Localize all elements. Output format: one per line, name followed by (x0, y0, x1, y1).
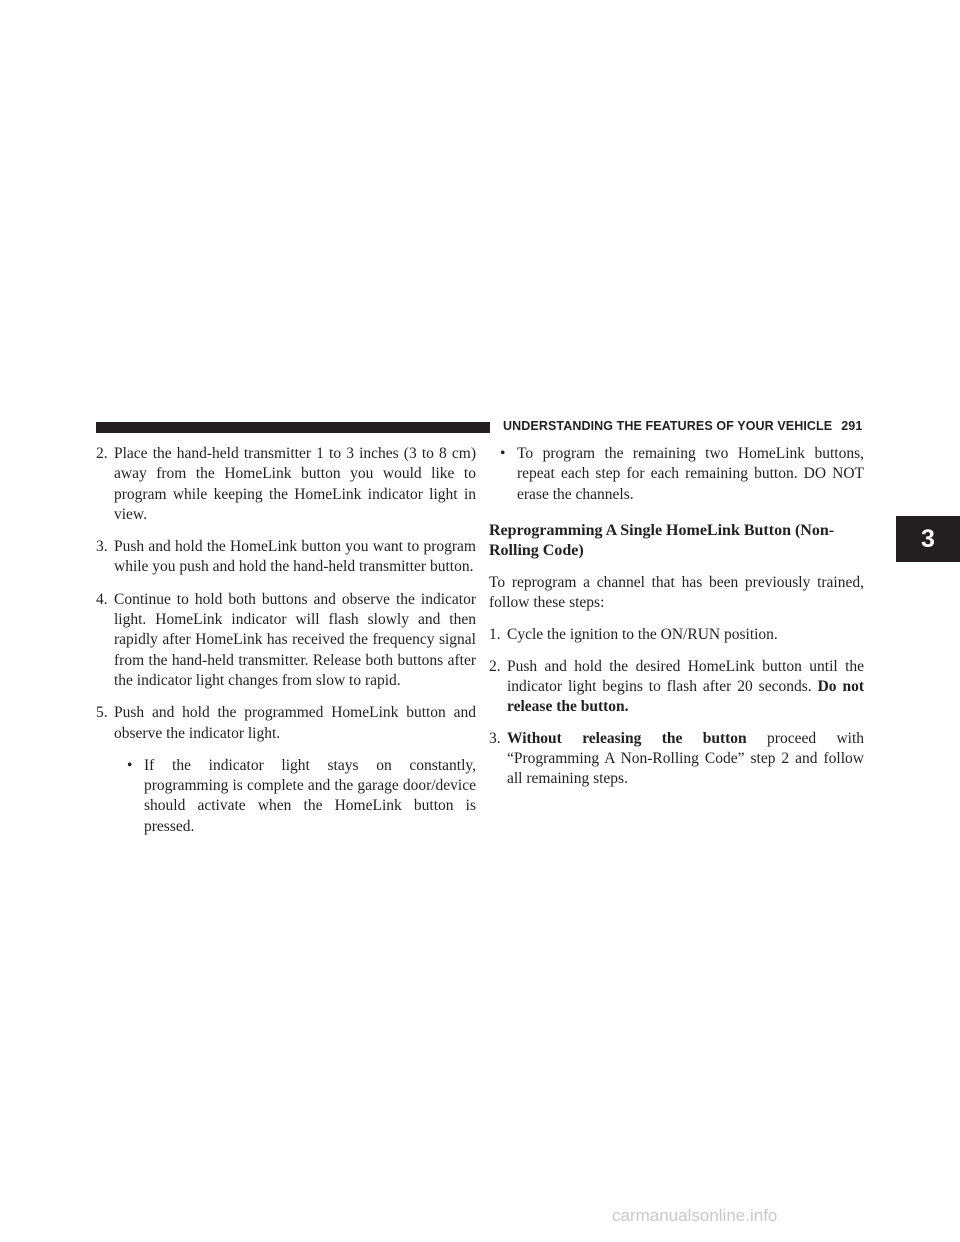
chapter-tab: 3 (896, 516, 960, 562)
step-1 (489, 625, 864, 645)
running-header (503, 419, 862, 433)
step-text: Push and hold the HomeLink button you want to program while you push and hold the hand-held transmitter button. (114, 538, 476, 576)
step-number: 4. (96, 590, 108, 608)
header-rule (96, 422, 490, 433)
bullet-icon: • (127, 756, 133, 774)
step-3 (489, 729, 864, 790)
step-number: 3. (96, 538, 108, 556)
step-number: 1. (489, 626, 501, 644)
bullet-item (96, 756, 476, 837)
step-emphasis: Without releasing the button (507, 729, 747, 747)
step-2 (489, 657, 864, 718)
step-text: Continue to hold both buttons and observe the indicator light. HomeLink indicator will flash slowly and then rapidly after HomeLink has received the frequency signal from the hand-held transmitter. Release both buttons after the indicator light changes from slow to rapid. (114, 590, 476, 689)
watermark: carmanualsonline.info (612, 1206, 778, 1225)
step-text: Push and hold the desired HomeLink button until the indicator light begins to flash after 20 seconds. (507, 657, 864, 696)
section-heading: Reprogramming A Single HomeLink Button (Non-Rolling Code) (489, 521, 835, 559)
step-5 (96, 703, 476, 744)
step-number: 3. (489, 729, 501, 747)
step-number: 2. (489, 657, 501, 675)
header-title: UNDERSTANDING THE FEATURES OF YOUR VEHICLE (503, 419, 833, 433)
bullet-text: To program the remaining two HomeLink buttons, repeat each step for each remaining button. DO NOT erase the channels. (517, 445, 864, 503)
step-text: Place the hand-held transmitter 1 to 3 inches (3 to 8 cm) away from the HomeLink button you would like to program while keeping the HomeLink indicator light in view. (114, 445, 476, 523)
bullet-text: If the indicator light stays on constantly, programming is complete and the garage door/device should activate when the HomeLink button is pressed. (144, 756, 476, 835)
step-text: Cycle the ignition to the ON/RUN position. (507, 626, 778, 644)
step-4 (96, 590, 476, 691)
left-column (96, 444, 476, 847)
step-2 (96, 444, 476, 525)
right-column (489, 444, 864, 801)
bullet-item (489, 444, 864, 505)
intro-paragraph: To reprogram a channel that has been previously trained, follow these steps: (489, 573, 864, 612)
step-warning: Do not release the button. (507, 678, 864, 716)
step-3 (96, 537, 476, 578)
page-number: 291 (841, 419, 863, 433)
step-number: 2. (96, 445, 108, 462)
bullet-icon: • (500, 445, 506, 462)
step-text: proceed with “Programming A Non-Rolling Code” step 2 and follow all remaining steps. (507, 729, 865, 788)
step-number: 5. (96, 704, 108, 722)
step-text: Push and hold the programmed HomeLink button and observe the indicator light. (114, 704, 476, 742)
